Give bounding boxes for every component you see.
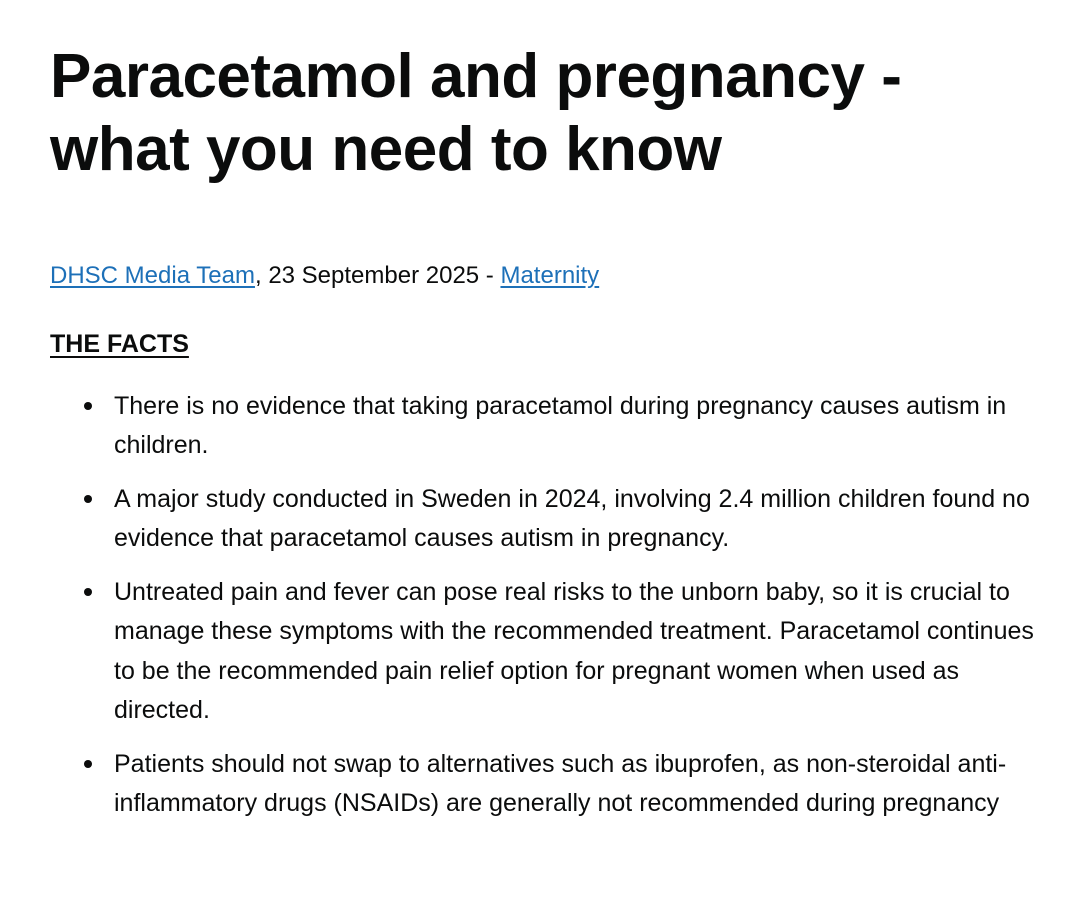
list-item: Patients should not swap to alternatives such as ibuprofen, as non-steroidal anti-inflammatory drugs (NSAIDs) are generally not recommended during pregnancy [84, 745, 1056, 824]
facts-heading: THE FACTS [50, 329, 189, 358]
byline-separator-1: , [254, 262, 269, 290]
page-title: Paracetamol and pregnancy - what you need to know [50, 42, 902, 185]
byline [50, 260, 1056, 291]
byline-category-link[interactable]: Maternity [500, 262, 600, 290]
byline-author-link[interactable]: DHSC Media Team [50, 262, 255, 290]
byline-date: 23 September 2025 [268, 262, 480, 290]
facts-list [50, 387, 1056, 824]
list-item: Untreated pain and fever can pose real risks to the unborn baby, so it is crucial to manage these symptoms with the recommended treatment. Paracetamol continues to be the recommended pain relief option for pregnant women when used as directed. [84, 573, 1056, 731]
list-item: There is no evidence that taking paracetamol during pregnancy causes autism in children. [84, 387, 1056, 466]
list-item: A major study conducted in Sweden in 2024, involving 2.4 million children found no evidence that paracetamol causes autism in pregnancy. [84, 480, 1056, 559]
byline-separator-2: - [479, 262, 501, 290]
